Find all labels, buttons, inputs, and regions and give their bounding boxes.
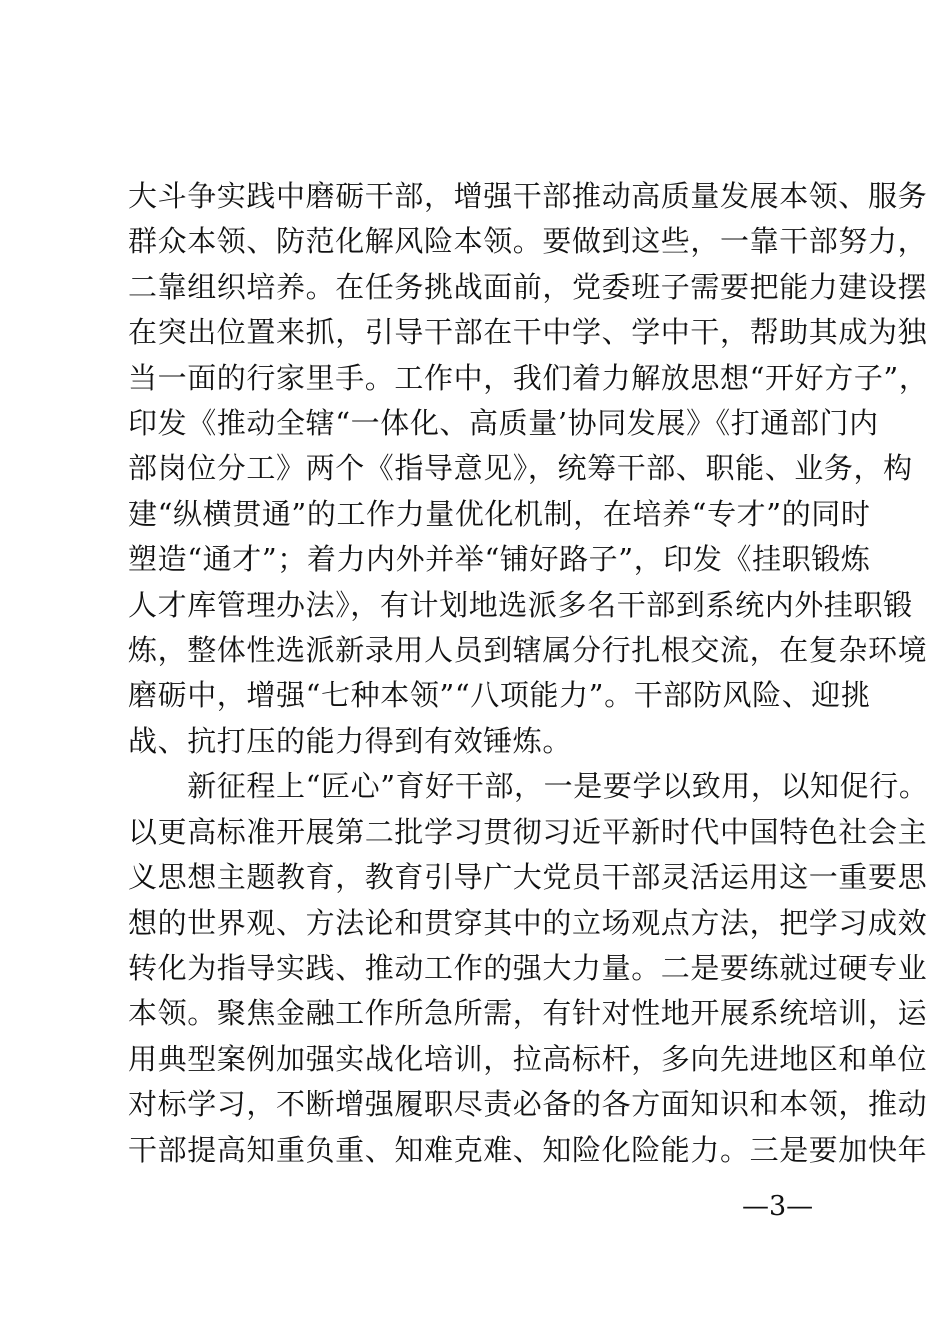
text-line: 人才库管理办法》，有计划地选派多名干部到系统内外挂职锻 (128, 587, 913, 622)
text-line: 战、抗打压的能力得到有效锤炼。 (128, 723, 573, 758)
text-line: 用典型案例加强实战化培训，拉高标杆，多向先进地区和单位 (128, 1041, 928, 1076)
text-line: 以更高标准开展第二批学习贯彻习近平新时代中国特色社会主 (128, 814, 928, 849)
text-line: 干部提高知重负重、知难克难、知险化险能力。三是要加快年 (128, 1132, 928, 1167)
text-line: 想的世界观、方法论和贯穿其中的立场观点方法，把学习成效 (128, 905, 928, 940)
text-line: 炼，整体性选派新录用人员到辖属分行扎根交流，在复杂环境 (128, 633, 928, 668)
text-line: 在突出位置来抓，引导干部在干中学、学中干，帮助其成为独 (128, 315, 928, 350)
text-line: 磨砺中，增强“七种本领”“八项能力”。干部防风险、迎挑 (128, 678, 871, 713)
text-line: 群众本领、防范化解风险本领。要做到这些，一靠干部努力， (128, 224, 928, 259)
paragraph-1 (128, 174, 929, 764)
paragraph-2 (128, 764, 929, 1173)
text-line: 本领。聚焦金融工作所急所需，有针对性地开展系统培训，运 (128, 996, 928, 1031)
text-line: 塑造“通才”；着力内外并举“铺好路子”，印发《挂职锻炼 (128, 542, 871, 577)
text-line: 对标学习，不断增强履职尽责必备的各方面知识和本领，推动 (128, 1087, 928, 1122)
text-line: 转化为指导实践、推动工作的强大力量。二是要练就过硬专业 (128, 950, 928, 985)
text-line: 印发《推动全辖“一体化、高质量’协同发展》《打通部门内 (128, 406, 879, 441)
page-number: —3— (742, 1191, 814, 1222)
text-line: 建“纵横贯通”的工作力量优化机制，在培养“专才”的同时 (128, 496, 871, 531)
body-text (128, 174, 929, 1173)
text-line: 大斗争实践中磨砺干部，增强干部推动高质量发展本领、服务 (128, 179, 928, 213)
text-line: 义思想主题教育，教育引导广大党员干部灵活运用这一重要思 (128, 860, 928, 895)
text-line: 新征程上“匠心”育好干部，一是要学以致用，以知促行。 (128, 769, 929, 804)
text-line: 当一面的行家里手。工作中，我们着力解放思想“开好方子”， (128, 360, 929, 395)
text-line: 部岗位分工》两个《指导意见》，统筹干部、职能、业务，构 (128, 451, 913, 486)
text-line: 二靠组织培养。在任务挑战面前，党委班子需要把能力建设摆 (128, 269, 928, 304)
